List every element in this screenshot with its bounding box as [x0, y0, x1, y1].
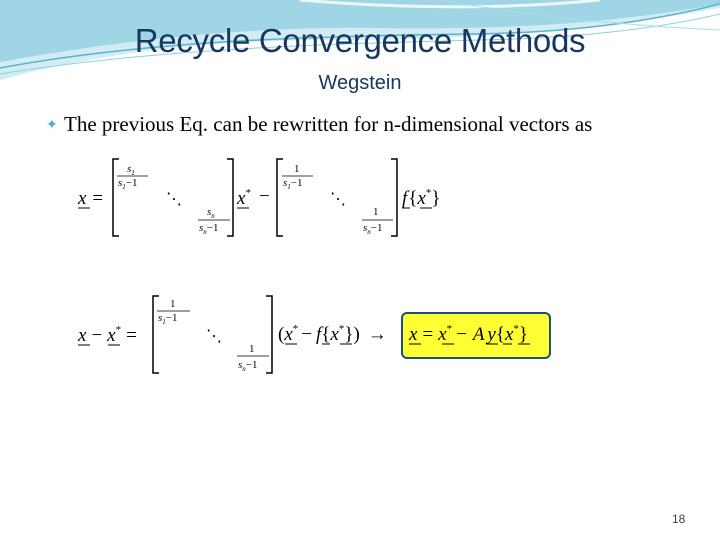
- svg-text:f{x*}: f{x*}: [402, 187, 441, 209]
- svg-text:1: 1: [294, 163, 300, 175]
- slide-title: Recycle Convergence Methods: [134, 22, 586, 59]
- equation-2: [77, 296, 387, 373]
- svg-text:s1−1: $s_1-1$: [118, 177, 138, 191]
- matrix2-ddots: ⋱: [330, 191, 346, 208]
- svg-text:(x*−f{x*})→: (x* − f{x*}) →: [278, 323, 387, 345]
- svg-text:−: −: [259, 186, 270, 207]
- svg-text:sn−1: $s_n-1$: [238, 359, 258, 373]
- svg-text:1: 1: [373, 206, 379, 218]
- bullet-text: The previous Eq. can be rewritten for n-dimensional vectors as: [64, 112, 593, 136]
- svg-text:s1: $s_1$: [127, 163, 135, 177]
- page-number: 18: [672, 512, 686, 526]
- matrix2-right-bracket: [391, 159, 397, 236]
- svg-text:s1−1: $s_1-1$: [283, 177, 303, 191]
- svg-text:s1−1: $s_1-1$: [158, 312, 178, 326]
- svg-text:1: 1: [170, 298, 176, 310]
- svg-text:x=x*−Ay{x*}: x = x* − A y{x*}: [409, 323, 528, 345]
- matrix1-right-bracket: [227, 159, 233, 236]
- svg-text:1: 1: [249, 343, 255, 355]
- svg-text:sn: $s_n$: [207, 206, 215, 220]
- bullet-icon: ✦: [46, 118, 58, 133]
- matrix3-ddots: ⋱: [206, 328, 222, 345]
- matrix1-left-bracket: [113, 159, 119, 236]
- eq1-lhs: x =: [78, 188, 105, 209]
- matrix3-right-bracket: [266, 296, 272, 373]
- svg-text:x*: x*: [237, 187, 251, 209]
- slide-subtitle: Wegstein: [318, 72, 402, 94]
- svg-text:sn−1: $s_n-1$: [363, 222, 383, 236]
- svg-text:sn−1: $s_n-1$: [199, 222, 219, 236]
- equation-1: [77, 159, 440, 236]
- matrix1-ddots: ⋱: [166, 191, 182, 208]
- matrix3-left-bracket: [153, 296, 159, 373]
- result-equation: [408, 323, 530, 345]
- matrix2-left-bracket: [277, 159, 283, 236]
- svg-text:x−x*=: x − x* =: [78, 324, 137, 346]
